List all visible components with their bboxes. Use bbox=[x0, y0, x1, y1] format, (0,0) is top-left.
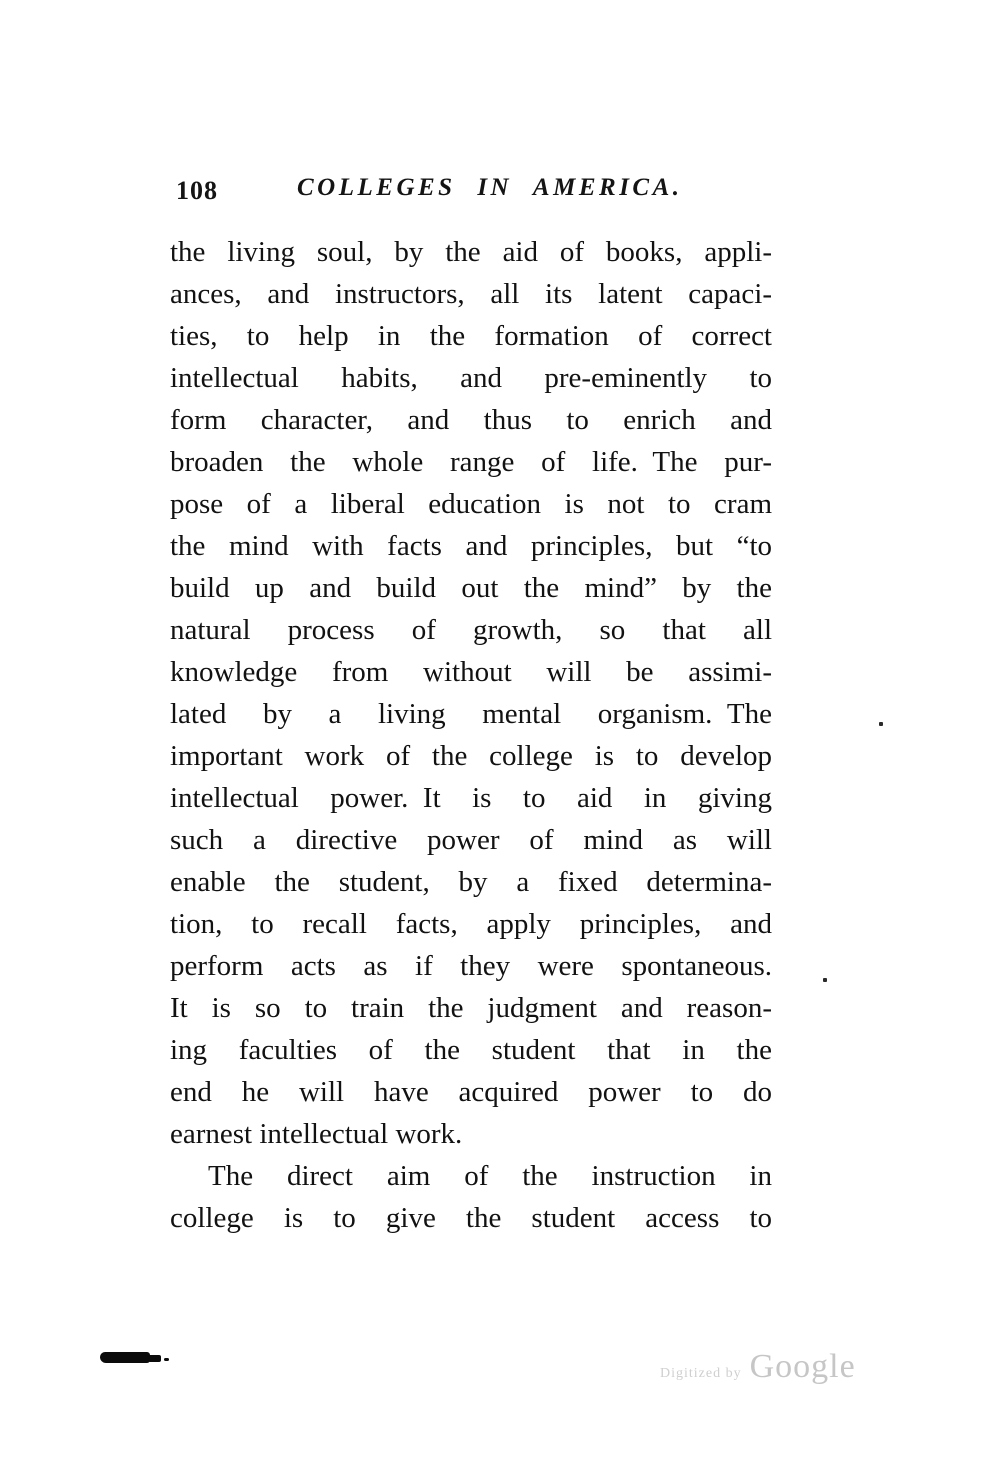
body-text-line: broaden the whole range of life. The pur- bbox=[170, 446, 772, 478]
digitized-by-google-watermark bbox=[660, 1348, 856, 1386]
body-text-line: It is so to train the judgment and reason- bbox=[170, 992, 772, 1024]
body-text-line: earnest intellectual work. bbox=[170, 1118, 463, 1150]
body-text-line: the living soul, by the aid of books, appli- bbox=[170, 236, 772, 268]
page-number: 108 bbox=[176, 176, 218, 205]
body-text-line: pose of a liberal education is not to cram bbox=[170, 488, 772, 520]
body-text-line: the mind with facts and principles, but “to bbox=[170, 530, 772, 562]
body-text-line: important work of the college is to develop bbox=[170, 740, 772, 772]
body-text-line: intellectual habits, and pre-eminently to bbox=[170, 362, 772, 394]
body-text-block bbox=[170, 231, 772, 1239]
body-text-line: perform acts as if they were spontaneous. bbox=[170, 950, 772, 982]
body-text-line: The direct aim of the instruction in bbox=[208, 1160, 772, 1192]
watermark-prefix-text: Digitized by bbox=[660, 1366, 742, 1381]
body-text-line: ties, to help in the formation of correct bbox=[170, 320, 772, 352]
ink-speck bbox=[879, 722, 883, 726]
body-text-line: natural process of growth, so that all bbox=[170, 614, 772, 646]
body-text-line: such a directive power of mind as will bbox=[170, 824, 772, 856]
body-text-line: enable the student, by a fixed determina- bbox=[170, 866, 772, 898]
body-text-line: end he will have acquired power to do bbox=[170, 1076, 772, 1108]
body-text-line: form character, and thus to enrich and bbox=[170, 404, 772, 436]
ink-smudge-tail bbox=[148, 1355, 161, 1362]
ink-smudge-dot bbox=[164, 1358, 169, 1361]
body-text-line: build up and build out the mind” by the bbox=[170, 572, 772, 604]
body-text-line: knowledge from without will be assimi- bbox=[170, 656, 772, 688]
body-text-line: ances, and instructors, all its latent capaci- bbox=[170, 278, 772, 310]
google-logo-text: Google bbox=[749, 1348, 856, 1385]
ink-speck bbox=[823, 978, 827, 982]
body-text-line: tion, to recall facts, apply principles, and bbox=[170, 908, 772, 940]
body-text-line: college is to give the student access to bbox=[170, 1202, 772, 1234]
body-text-line: lated by a living mental organism. The bbox=[170, 698, 772, 730]
body-text-line: ing faculties of the student that in the bbox=[170, 1034, 772, 1066]
ink-smudge bbox=[100, 1352, 150, 1363]
body-text-line: intellectual power. It is to aid in giving bbox=[170, 782, 772, 814]
running-header-title: COLLEGES IN AMERICA. bbox=[297, 174, 683, 201]
